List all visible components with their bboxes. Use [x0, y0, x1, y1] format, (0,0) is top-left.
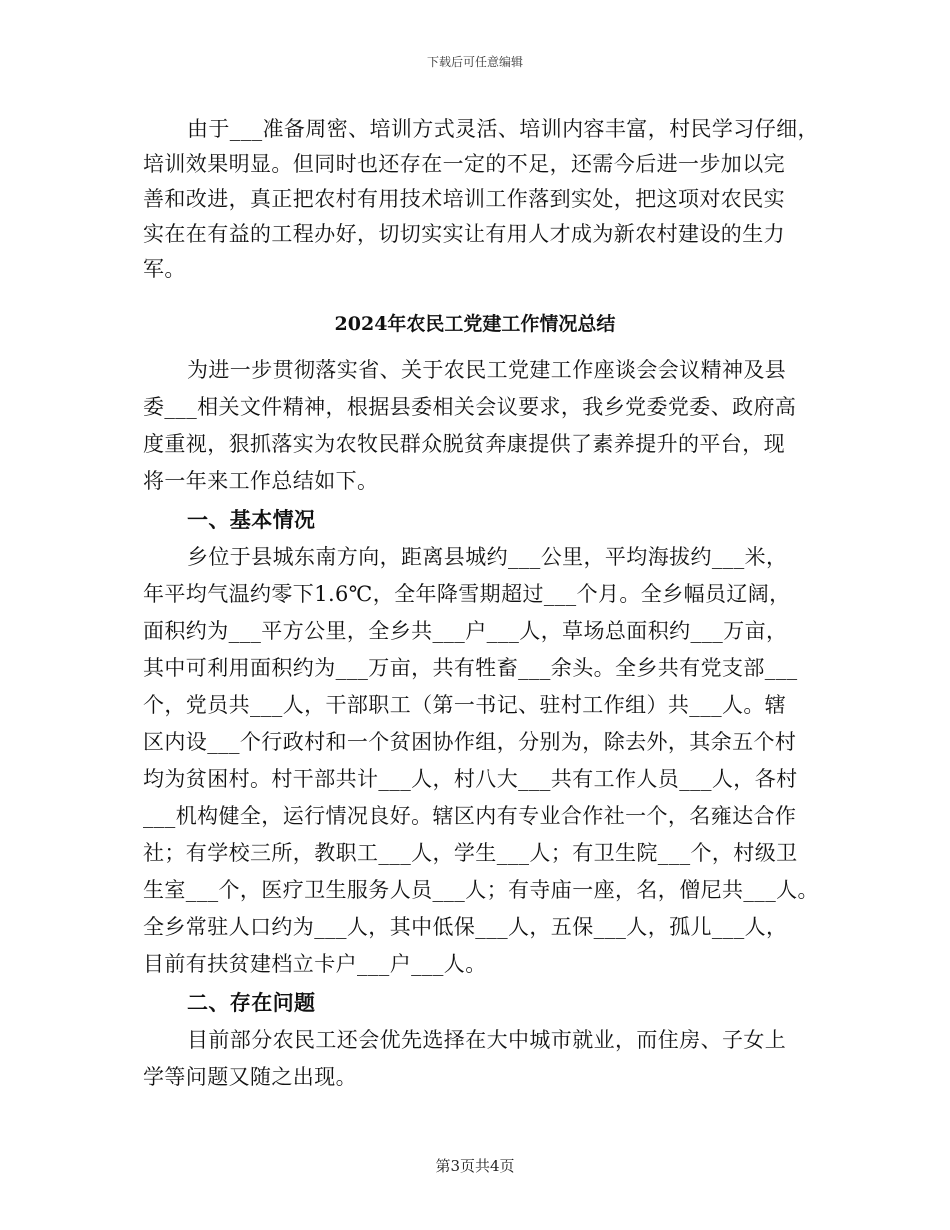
section1-line: 社；有学校三所，教职工___人，学生___人；有卫生院___个，村级卫 [143, 841, 798, 865]
paragraph-line: 军。 [143, 257, 186, 281]
section1-line: 全乡常驻人口约为___人，其中低保___人，五保___人，孤儿___人， [143, 915, 788, 939]
paragraph-line: 实在在有益的工程办好，切切实实让有用人才成为新农村建设的生力 [143, 222, 785, 246]
section1-line: 区内设___个行政村和一个贫困协作组，分别为，除去外，其余五个村 [143, 730, 797, 754]
section1-line: 个，党员共___人，干部职工（第一书记、驻村工作组）共___人。辖 [143, 693, 787, 717]
section1-line: 乡位于县城东南方向，距离县城约___公里，平均海拔约___米， [187, 545, 788, 569]
section1-line: 目前有扶贫建档立卡户___户___人。 [143, 952, 487, 976]
section2-line: 目前部分农民工还会优先选择在大中城市就业，而住房、子女上 [187, 1028, 787, 1052]
section1-line: ___机构健全，运行情况良好。辖区内有专业合作社一个，名雍达合作 [143, 804, 797, 828]
section1-line: 面积约为___平方公里，全乡共___户___人，草场总面积约___万亩， [143, 619, 788, 643]
document-title: 2024年农民工党建工作情况总结 [334, 313, 616, 335]
paragraph-line: 善和改进，真正把农村有用技术培训工作落到实处，把这项对农民实 [143, 187, 785, 211]
section-heading-problems: 二、存在问题 [187, 990, 316, 1015]
page-number: 第3页共4页 [435, 1157, 515, 1175]
intro-line: 度重视，狠抓落实为农牧民群众脱贫奔康提供了素养提升的平台，现 [143, 432, 785, 456]
section1-line: 生室___个，医疗卫生服务人员___人；有寺庙一座，名，僧尼共___人。 [143, 878, 819, 902]
intro-line: 为进一步贯彻落实省、关于农民工党建工作座谈会会议精神及县 [187, 358, 787, 382]
page-header: 下载后可任意编辑 [426, 55, 523, 69]
paragraph-line: 由于___准备周密、培训方式灵活、培训内容丰富，村民学习仔细， [187, 117, 819, 141]
intro-line: 将一年来工作总结如下。 [143, 469, 379, 493]
paragraph-line: 培训效果明显。但同时也还存在一定的不足，还需今后进一步加以完 [143, 152, 785, 176]
section1-line: 年平均气温约零下1.6℃，全年降雪期超过___个月。全乡幅员辽阔， [143, 582, 791, 606]
intro-line: 委___相关文件精神，根据县委相关会议要求，我乡党委党委、政府高 [143, 395, 797, 419]
section1-line: 其中可利用面积约为___万亩，共有牲畜___余头。全乡共有党支部___ [143, 656, 798, 680]
section-heading-basic: 一、基本情况 [187, 507, 316, 532]
section1-line: 均为贫困村。村干部共计___人，村八大___共有工作人员___人，各村 [143, 767, 798, 791]
section2-line: 学等问题又随之出现。 [143, 1065, 357, 1089]
